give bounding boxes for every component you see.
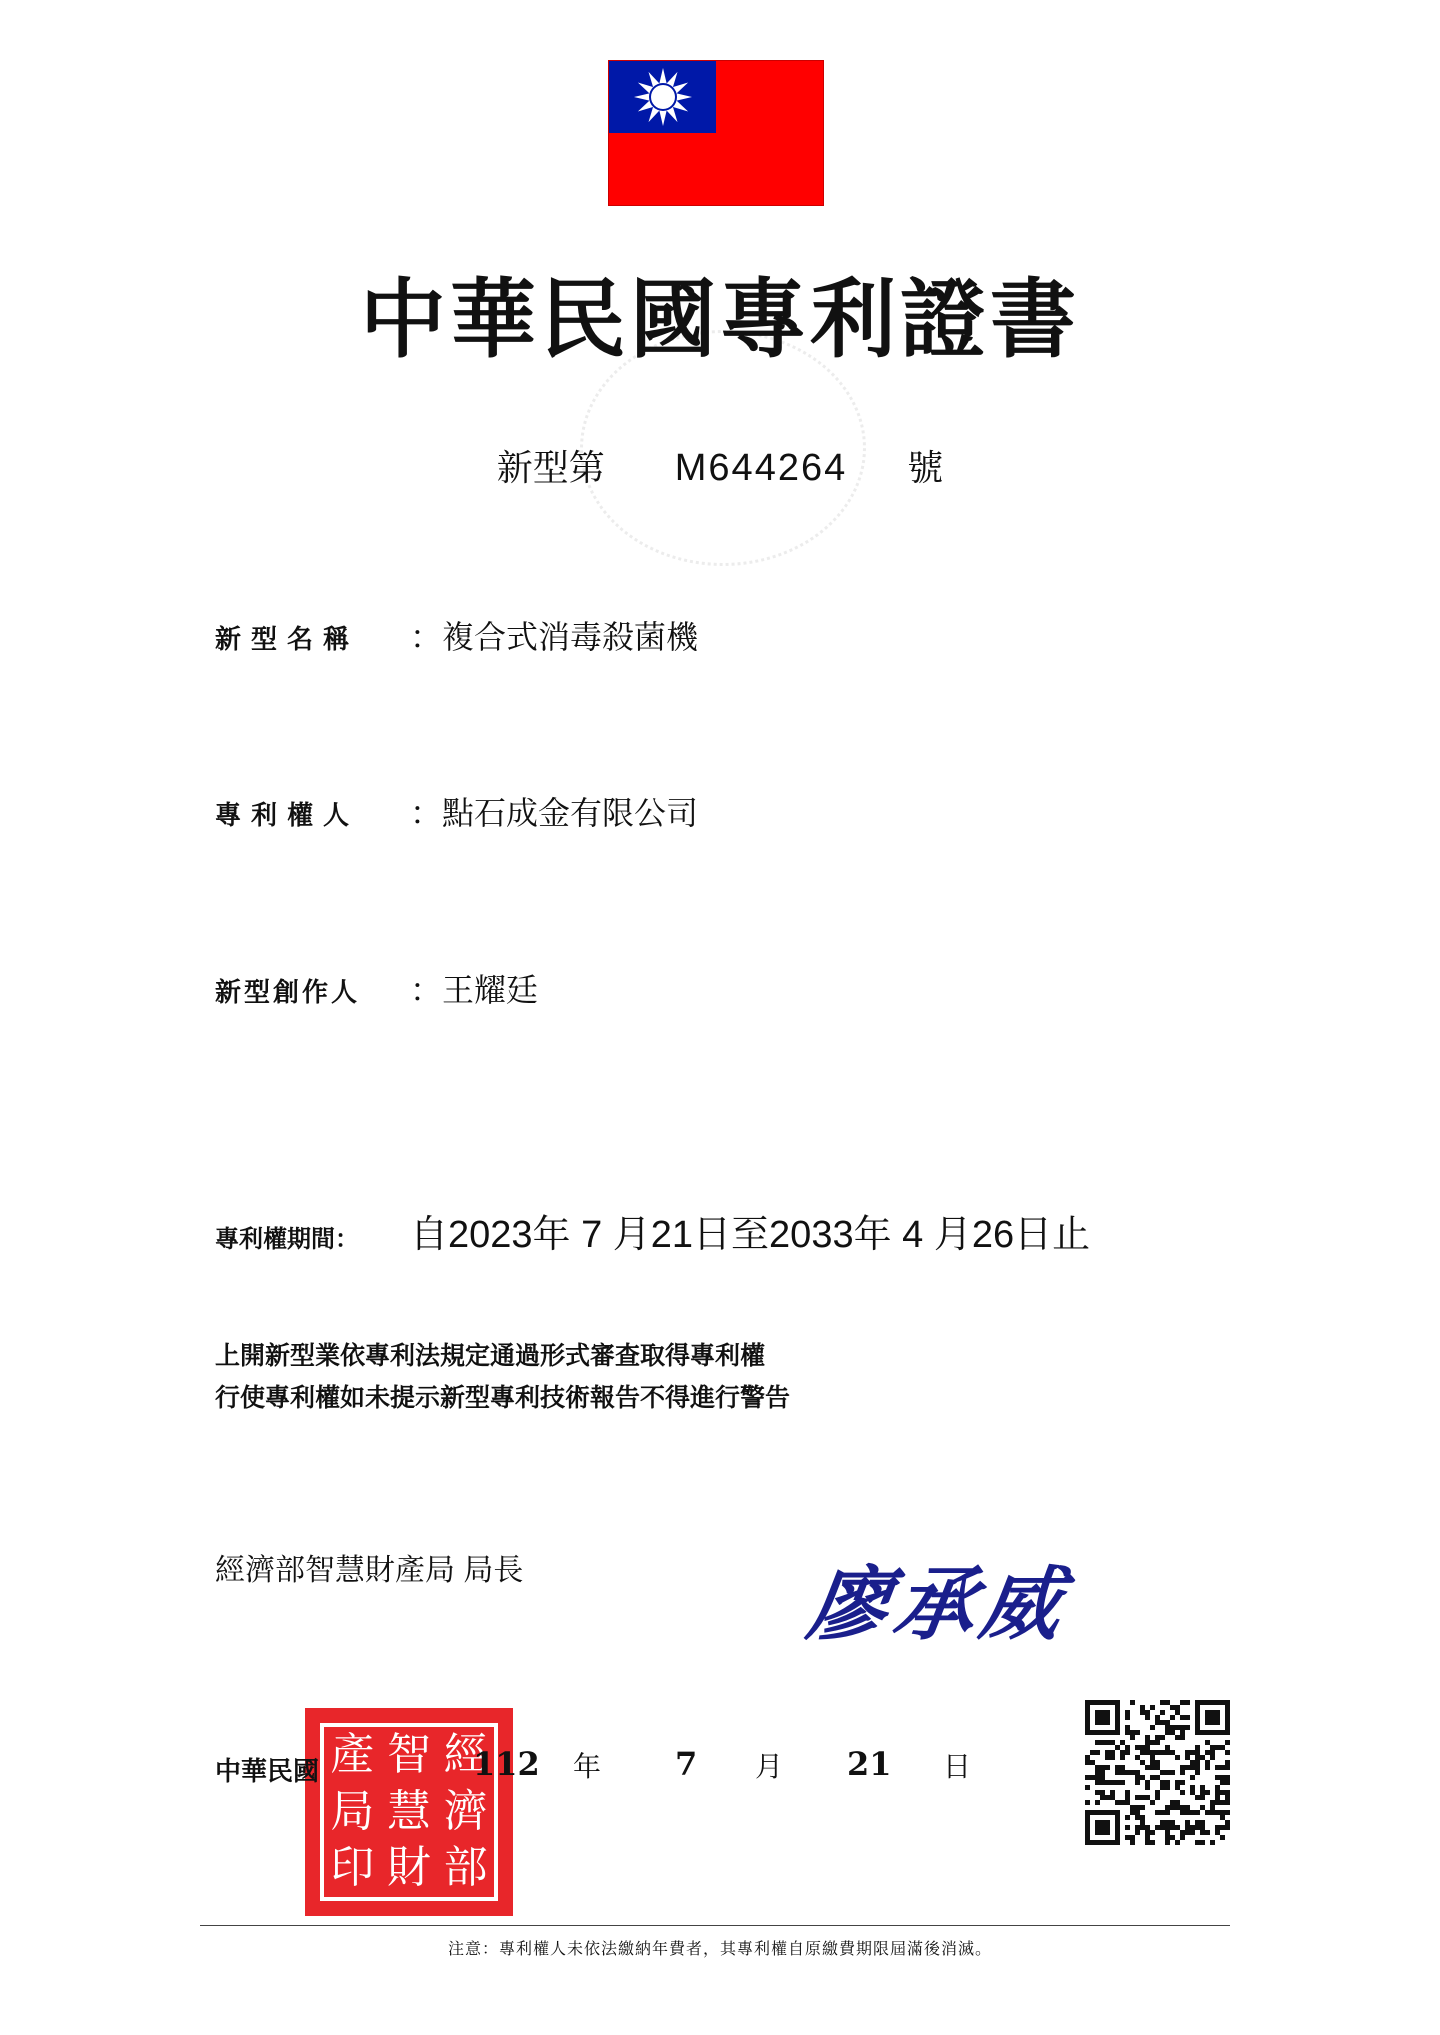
- notice-line: 行使專利權如未提示新型專利技術報告不得進行警告: [215, 1384, 791, 1412]
- seal-char: 印: [330, 1842, 375, 1894]
- date-month-unit: 月: [755, 1750, 784, 1783]
- issuer-name: 經濟部智慧財產局 局長: [215, 1554, 524, 1587]
- seal-char: 慧: [386, 1785, 431, 1837]
- seal-char: 財: [386, 1842, 431, 1894]
- field-value: ：複合式消毒殺菌機: [410, 619, 699, 655]
- date-day-unit: 日: [943, 1750, 972, 1783]
- date-year: 112: [473, 1745, 540, 1783]
- field-label: 專利權人: [215, 800, 360, 830]
- seal-char: 智: [386, 1729, 431, 1780]
- field-label: 新型創作人: [215, 977, 361, 1007]
- number-prefix: 新型第: [496, 447, 605, 488]
- date-day: 21: [847, 1745, 892, 1783]
- date-era: 中華民國: [215, 1756, 320, 1786]
- field-label: 專利權期間：: [215, 1226, 359, 1253]
- field-value: ：點石成金有限公司: [410, 795, 699, 831]
- field-label: 新型名稱: [215, 624, 360, 654]
- official-seal: [305, 1708, 513, 1916]
- seal-char: 濟: [443, 1785, 488, 1837]
- notice-text: [215, 1335, 790, 1419]
- field-value: ：王耀廷: [410, 972, 539, 1008]
- seal-char: 部: [443, 1842, 488, 1894]
- white-sun-icon: [632, 66, 694, 128]
- field-utility-model-name: [215, 612, 698, 658]
- certificate-title: 中華民國專利證書: [360, 269, 1080, 370]
- field-patent-period: [215, 1203, 1090, 1258]
- field-creator: [215, 965, 538, 1011]
- seal-char: 經: [443, 1729, 488, 1780]
- notice-line: 上開新型業依專利法規定通過形式審查取得專利權: [215, 1342, 766, 1370]
- patent-number: M644264: [674, 447, 848, 489]
- number-suffix: 號: [907, 447, 944, 488]
- qr-code-icon: [1085, 1700, 1230, 1845]
- seal-characters: [320, 1723, 498, 1901]
- date-year-unit: 年: [573, 1750, 602, 1783]
- footer-divider: [200, 1925, 1230, 1926]
- field-patentee: [215, 788, 698, 834]
- field-value: 自2023年 7 月21日至2033年 4 月26日止: [410, 1214, 1091, 1256]
- patent-number-row: [0, 440, 1440, 491]
- footer-note: 注意：專利權人未依法繳納年費者，其專利權自原繳費期限屆滿後消滅。: [447, 1939, 992, 1958]
- roc-flag-icon: [608, 60, 824, 206]
- director-signature: 廖承威: [802, 1557, 1074, 1651]
- seal-char: 局: [330, 1785, 375, 1837]
- date-month: 7: [675, 1745, 698, 1783]
- seal-char: 產: [330, 1729, 375, 1780]
- flag-canton: [609, 61, 716, 133]
